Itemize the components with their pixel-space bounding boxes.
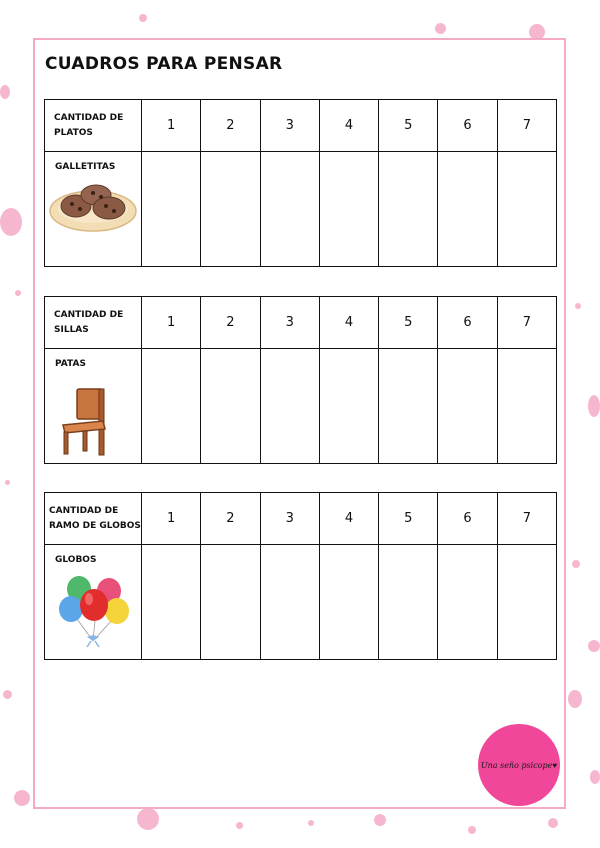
answer-cell[interactable]: [379, 545, 438, 660]
answer-cell[interactable]: [142, 349, 201, 464]
number-cell: 4: [319, 100, 378, 152]
number-cell: 1: [142, 100, 201, 152]
number-cell: 6: [438, 100, 497, 152]
number-cell: 4: [319, 493, 378, 545]
answer-cell[interactable]: [497, 349, 556, 464]
table-answer-row: [45, 545, 557, 660]
item-label: GALLETITAS: [55, 162, 116, 172]
item-label: PATAS: [55, 359, 86, 369]
brand-logo: [478, 724, 560, 806]
number-cell: 3: [260, 100, 319, 152]
answer-cell[interactable]: [201, 545, 260, 660]
answer-cell[interactable]: [497, 152, 556, 267]
number-cell: 4: [319, 297, 378, 349]
header-label: CANTIDAD DE RAMO DE GLOBOS: [45, 493, 142, 545]
page-title: CUADROS PARA PENSAR: [45, 54, 283, 74]
answer-cell[interactable]: [319, 152, 378, 267]
cookies-plate-icon: [48, 178, 138, 234]
table-answer-row: [45, 349, 557, 464]
item-cell: [45, 349, 142, 464]
number-cell: 7: [497, 297, 556, 349]
item-cell: [45, 545, 142, 660]
number-cell: 5: [379, 297, 438, 349]
number-cell: 2: [201, 297, 260, 349]
answer-cell[interactable]: [438, 349, 497, 464]
worksheet: [33, 38, 566, 809]
number-cell: 6: [438, 297, 497, 349]
header-label: CANTIDAD DE PLATOS: [45, 100, 142, 152]
table-globos: [44, 492, 557, 660]
table-header-row: [45, 493, 557, 545]
item-label: GLOBOS: [55, 555, 97, 565]
answer-cell[interactable]: [142, 545, 201, 660]
answer-cell[interactable]: [201, 152, 260, 267]
answer-cell[interactable]: [497, 545, 556, 660]
chair-icon: [59, 387, 109, 457]
number-cell: 2: [201, 493, 260, 545]
number-cell: 7: [497, 493, 556, 545]
number-cell: 6: [438, 493, 497, 545]
table-answer-row: [45, 152, 557, 267]
answer-cell[interactable]: [438, 545, 497, 660]
number-cell: 5: [379, 100, 438, 152]
answer-cell[interactable]: [201, 349, 260, 464]
balloons-icon: [59, 575, 131, 649]
number-cell: 1: [142, 493, 201, 545]
number-cell: 3: [260, 493, 319, 545]
answer-cell[interactable]: [379, 349, 438, 464]
answer-cell[interactable]: [438, 152, 497, 267]
logo-text: Una seño psicope: [480, 760, 553, 770]
header-label: CANTIDAD DE SILLAS: [45, 297, 142, 349]
table-header-row: [45, 100, 557, 152]
table-header-row: [45, 297, 557, 349]
answer-cell[interactable]: [379, 152, 438, 267]
number-cell: 3: [260, 297, 319, 349]
table-platos: [44, 99, 557, 267]
number-cell: 5: [379, 493, 438, 545]
answer-cell[interactable]: [142, 152, 201, 267]
answer-cell[interactable]: [260, 545, 319, 660]
answer-cell[interactable]: [260, 349, 319, 464]
number-cell: 2: [201, 100, 260, 152]
number-cell: 1: [142, 297, 201, 349]
number-cell: 7: [497, 100, 556, 152]
answer-cell[interactable]: [319, 349, 378, 464]
table-sillas: [44, 296, 557, 464]
item-cell: [45, 152, 142, 267]
heart-icon: ♥: [552, 760, 558, 770]
answer-cell[interactable]: [260, 152, 319, 267]
answer-cell[interactable]: [319, 545, 378, 660]
